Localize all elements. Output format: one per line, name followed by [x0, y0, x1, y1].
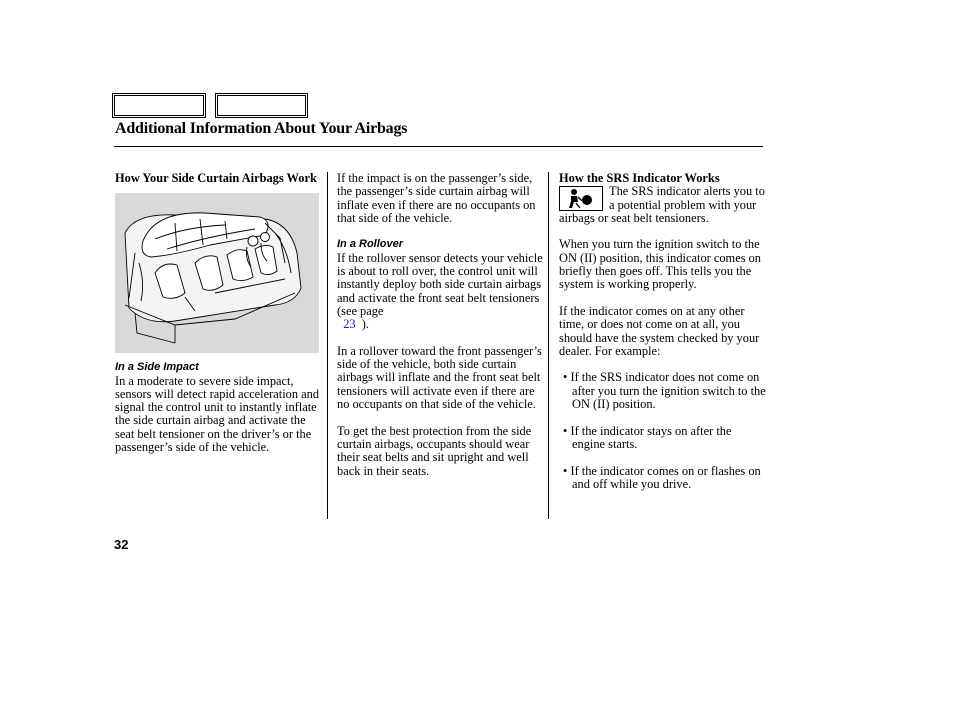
paragraph-ignition-on: When you turn the ignition switch to the ON (II) position, this indicator comes on briefly then goes off. This tells you the system is working properly. — [559, 237, 762, 292]
column-1 — [115, 172, 322, 454]
nav-tab-2[interactable] — [215, 93, 308, 118]
nav-tab-1[interactable] — [112, 93, 206, 118]
column-divider-1 — [327, 172, 328, 519]
column-divider-2 — [548, 172, 549, 519]
section-heading-srs-indicator: How the SRS Indicator Works — [559, 171, 720, 185]
paragraph-rollover-passenger: In a rollover toward the front passenger’s side of the vehicle, both side curtain airbags will inflate and the front seat belt tensioners will activate even if there are no occupants on that side of the vehicle. — [337, 343, 542, 412]
srs-indicator-icon — [559, 186, 603, 211]
section-heading-side-curtain: How Your Side Curtain Airbags Work — [115, 171, 317, 185]
column-3 — [559, 172, 767, 491]
title-rule — [114, 146, 763, 147]
paragraph-rollover — [337, 252, 543, 332]
bullet-item-3: • If the indicator comes on or flashes on and off while you drive. — [563, 463, 761, 491]
paragraph-srs-alerts: The SRS indicator alerts you to a potential problem with your airbags or seat belt tensioners. — [559, 184, 765, 225]
page-reference-link[interactable]: 23 — [343, 317, 356, 332]
subheading-rollover: In a Rollover — [337, 238, 404, 251]
paragraph-passenger-side: If the impact is on the passenger’s side, the passenger’s side curtain airbag will inflate even if there are no occupants on that side of the vehicle. — [337, 171, 536, 225]
bullet-item-1: • If the SRS indicator does not come on after you turn the ignition switch to the ON (II) position. — [563, 370, 766, 412]
subheading-side-impact: In a Side Impact — [115, 361, 199, 374]
paragraph-side-impact: In a moderate to severe side impact, sensors will detect rapid acceleration and signal the control unit to instantly inflate the side curtain airbag and activate the seat belt tensioner on the driver’s or the passenger’s side of the vehicle. — [115, 373, 320, 455]
paragraph-best-protection: To get the best protection from the side curtain airbags, occupants should wear their seat belts and sit upright and well back in their seats. — [337, 423, 532, 478]
rollover-text-end: ). — [361, 317, 370, 332]
car-interior-airbag-icon — [115, 193, 319, 353]
page-number: 32 — [114, 537, 129, 552]
paragraph-indicator-other-time: If the indicator comes on at any other time, or does not come on at all, you should have the system checked by your dealer. For example: — [559, 303, 760, 358]
bullet-item-2: • If the indicator stays on after the engine starts. — [563, 423, 732, 451]
side-curtain-airbag-illustration — [115, 193, 319, 353]
page-title: Additional Information About Your Airbags — [115, 120, 408, 137]
rollover-text: If the rollover sensor detects your vehicle is about to roll over, the control unit will instantly deploy both side curtain airbags and activate the front seat belt tensioners (see page — [337, 250, 543, 318]
column-2 — [337, 172, 543, 478]
